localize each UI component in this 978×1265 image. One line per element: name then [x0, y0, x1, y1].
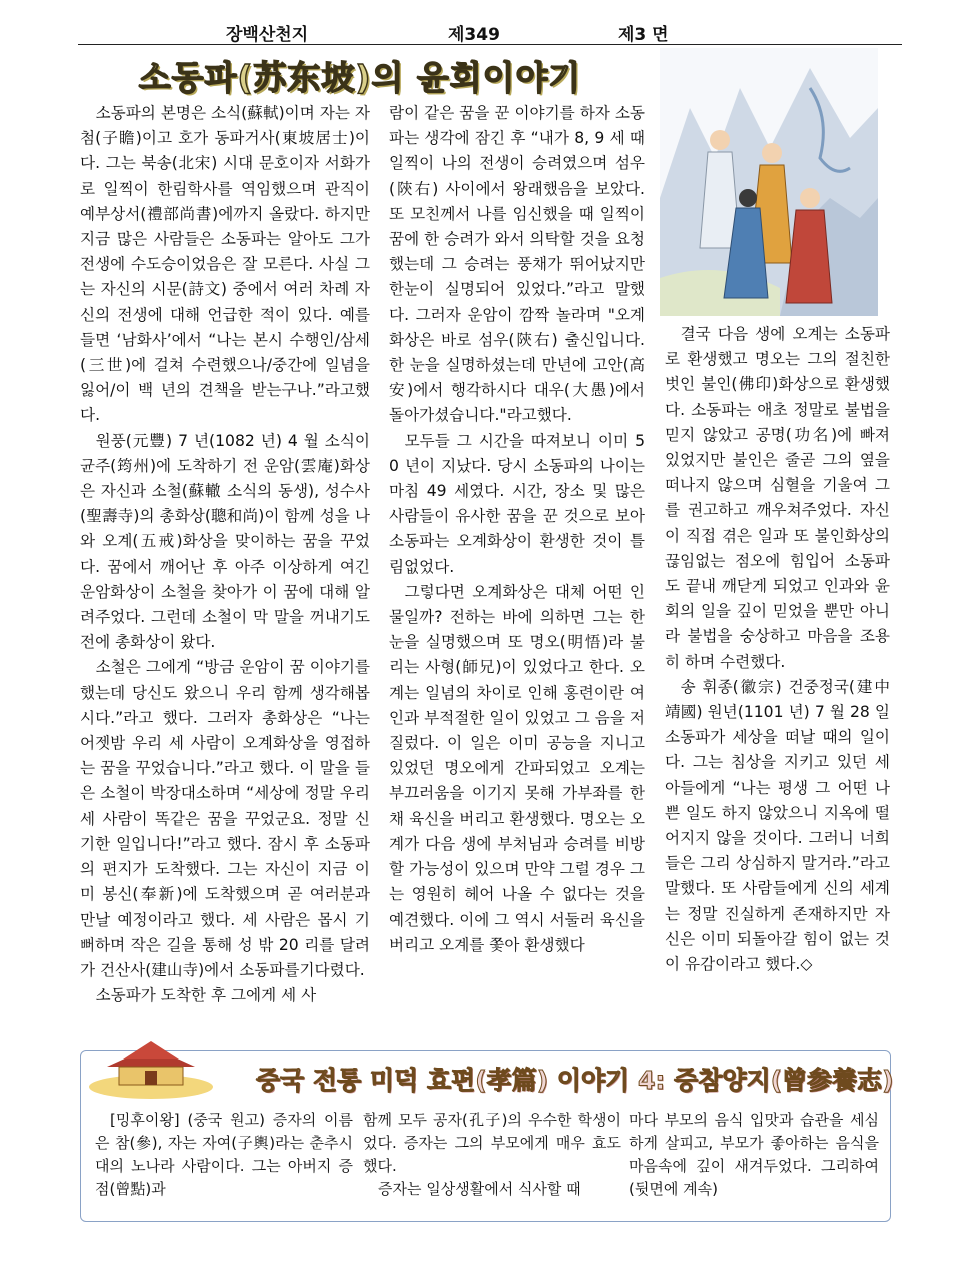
paragraph: 그렇다면 오계화상은 대체 어떤 인물일까? 전하는 바에 의하면 그는 한눈을 실명했으며 또 명오(明悟)라 불리는 사형(師兄)이 있었다고 한다. 오계는 일념의 차이로 인해 홍련이란 여인과 부적절한 일이 있었고 그 음을 저질렀다. 이 일은 이미 공능을 지니고 있었던 명오에게 간파되었고 오계는 부끄러움을 이기지 못해 가부좌를 한 채 육신을 버리고 환생했다. 명오는 오계가 다음 생에 부처님과 승려를 비방할 가능성이 있으며 만약 그럴 경우 그는 영원히 헤어 나올 수 없다는 것을 예견했다. 이에 그 역시 서둘러 육신을 버리고 오계를 쫓아 환생했다: [389, 582, 645, 954]
paragraph: 마다 부모의 음식 입맛과 습관을 세심하게 살피고, 부모가 좋아하는 음식을 마음속에 깊이 새겨두었다. 그리하여 (뒷면에 계속): [629, 1111, 879, 1198]
paragraph: [밍후이왕] (중국 원고) 증자의 이름은 참(參), 자는 자여(子輿)라는 춘추시대의 노나라 사람이다. 그는 아버지 증점(曾點)과: [95, 1111, 353, 1198]
paragraph: 함께 모두 공자(孔子)의 우수한 학생이었다. 증자는 그의 부모에게 매우 효도했다.: [363, 1111, 621, 1175]
article-column-1: [80, 101, 370, 1008]
newspaper-name: 장백산천지: [226, 25, 309, 45]
paragraph: 원풍(元豐) 7 년(1082 년) 4 월 소식이 균주(筠州)에 도착하기 전 운암(雲庵)화상은 자신과 소철(蘇轍 소식의 동생), 성수사(聖壽寺)의 총화상(聰和尚)이 함께 성을 나와 오계(五戒)화상을 맞이하는 꿈을 꾸었다. 꿈에서 깨어난 후 아주 이상하게 여긴 운암화상이 소철을 찾아가 이 꿈에 대해 알려주었다. 그런데 소철이 막 말을 꺼내기도 전에 총화상이 왔다.: [80, 431, 370, 652]
story-title: 중국 전통 미덕 효편(孝篇) 이야기 4: 증참양지(曾参養志): [256, 1066, 894, 1095]
article-column-2: [389, 101, 645, 958]
page-header: [78, 14, 902, 45]
article-title: 소동파(苏东坡)의 윤회이야기: [138, 58, 582, 97]
paragraph: 모두들 그 시간을 따져보니 이미 50 년이 지났다. 당시 소동파의 나이는 마침 49 세였다. 시간, 장소 및 많은 사람들이 유사한 꿈을 꾼 것으로 보아 소동파는 오계화상이 환생한 것이 틀림없었다.: [389, 431, 645, 576]
article-column-3: [665, 322, 890, 977]
paragraph: 송 휘종(徽宗) 건중정국(建中靖國) 원년(1101 년) 7 월 28 일 소동파가 세상을 떠날 때의 일이다. 그는 침상을 지키고 있던 세 아들에게 “나는 평생 그 어떤 나쁜 일도 하지 않았으니 지옥에 떨어지지 않을 것이다. 그러니 너희들은 그리 상심하지 말거라.”라고 말했다. 또 사람들에게 신의 세계는 정말 진실하게 존재하지만 자신은 이미 되돌아갈 힘이 없는 것이 유감이라고 했다.◇: [665, 677, 890, 974]
issue-number: 제349: [448, 25, 500, 45]
story-column-3: [629, 1109, 879, 1201]
story-column-2: [363, 1109, 621, 1201]
paragraph: 람이 같은 꿈을 꾼 이야기를 하자 소동파는 생각에 잠긴 후 “내가 8, 9 세 때 일찍이 나의 전생이 승려였으며 섬우(陝右) 사이에서 왕래했음을 보았다. 또 모친께서 나를 임신했을 때 일찍이 꿈에 한 승려가 와서 의탁할 것을 요청했는데 그 승려는 풍채가 뛰어났지만 한눈이 실명되어 있었다.”라고 말했다. 그러자 운암이 깜짝 놀라며 "오계화상은 바로 섬우(陝右) 출신입니다. 한 눈을 실명하셨는데 만년에 고안(高安)에서 행각하시다 대우(大愚)에서 돌아가셨습니다."라고했다.: [389, 104, 645, 425]
pavilion-icon: [87, 1037, 215, 1099]
paragraph: 결국 다음 생에 오계는 소동파로 환생했고 명오는 그의 절친한 벗인 불인(佛印)화상으로 환생했다. 소동파는 애초 정말로 불법을 믿지 않았고 공명(功名)에 빠져 있었지만 불인은 줄곧 그의 옆을 떠나지 않으며 심혈을 기울여 그를 권고하고 깨우쳐주었다. 자신이 직접 겪은 일과 또 불인화상의 끊임없는 점오에 힘입어 소동파도 끝내 깨닫게 되었고 인과와 윤회의 일을 깊이 믿었을 뿐만 아니라 불법을 숭상하고 마음을 조용히 하며 수련했다.: [665, 325, 890, 671]
page-number: 제3 면: [618, 25, 669, 45]
monks-illustration: [660, 48, 878, 316]
filial-piety-story-box: [80, 1050, 894, 1222]
story-column-1: [95, 1109, 353, 1201]
paragraph: 소철은 그에게 “방금 운암이 꿈 이야기를 했는데 당신도 왔으니 우리 함께 생각해봅시다.”라고 했다. 그러자 총화상은 “나는 어젯밤 우리 세 사람이 오계화상을 영접하는 꿈을 꾸었습니다.”라고 했다. 이 말을 들은 소철이 박장대소하며 “세상에 정말 우리 세 사람이 똑같은 꿈을 꾸었군요. 정말 신기한 일입니다!”라고 했다. 잠시 후 소동파의 편지가 도착했다. 그는 자신이 지금 이미 봉신(奉新)에 도착했으며 곧 여러분과 만날 예정이라고 했다. 세 사람은 몹시 기뻐하며 작은 길을 통해 성 밖 20 리를 달려가 건산사(建山寺)에서 소동파를기다렸다.: [80, 658, 370, 979]
paragraph: 소동파가 도착한 후 그에게 세 사: [95, 986, 317, 1005]
paragraph: 증자는 일상생활에서 식사할 때: [378, 1180, 581, 1198]
paragraph: 소동파의 본명은 소식(蘇軾)이며 자는 자첨(子瞻)이고 호가 동파거사(東坡居士)이다. 그는 북송(北宋) 시대 문호이자 서화가로 일찍이 한림학사를 역임했으며 관직이 예부상서(禮部尚書)에까지 올랐다. 하지만 지금 많은 사람들은 소동파는 알아도 그가 전생에 수도승이었음은 잘 모른다. 사실 그는 자신의 시문(詩文) 중에서 여러 차례 자신의 전생에 대해 언급한 적이 있다. 예를 들면 ‘남화사’에서 “나는 본시 수행인/삼세(三世)에 걸쳐 수련했으나/중간에 일념을 잃어/이 백 년의 견책을 받는구나.”라고했다.: [80, 104, 370, 425]
